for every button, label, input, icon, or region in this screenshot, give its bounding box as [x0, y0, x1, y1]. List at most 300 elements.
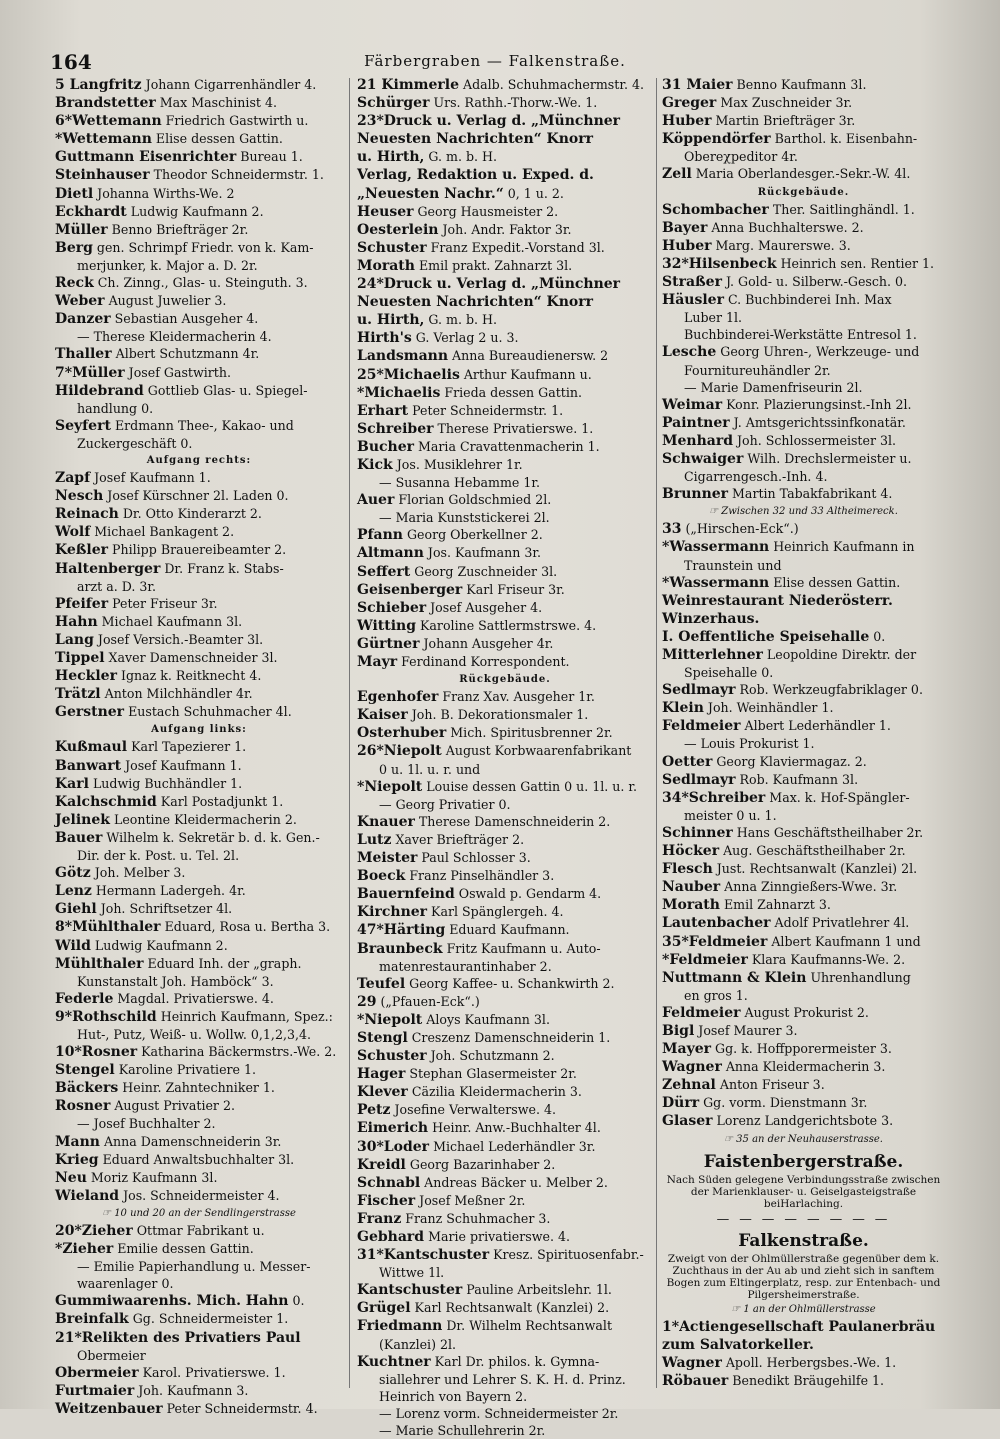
entry-name: 10*Rosner: [55, 1044, 138, 1061]
entry-continuation: [357, 1336, 653, 1353]
entry-name: Häusler: [662, 292, 724, 309]
entry-details: G. m. b. H.: [424, 149, 497, 165]
entry-name: Geisenberger: [357, 581, 463, 598]
directory-entry: [55, 631, 343, 649]
directory-entry: [662, 753, 945, 771]
entry-continuation: [662, 664, 945, 681]
entry-name: u. Hirth,: [357, 149, 425, 166]
entry-details: Jos. Kaufmann 3r.: [423, 545, 542, 561]
entry-name: Seffert: [357, 563, 411, 580]
entry-name: *Wassermann: [662, 574, 770, 591]
entry-name: Egenhofer: [357, 689, 439, 706]
entry-details: Therese Privatierswe. 1.: [433, 420, 594, 436]
entry-name: Grügel: [357, 1300, 411, 1317]
entry-details: Benno Kaufmann 3l.: [732, 77, 867, 92]
entry-name: Hirth's: [357, 330, 412, 347]
entry-details: Pauline Arbeitslehr. 1l.: [462, 1282, 612, 1298]
separator-dashes: — — — — — — — —: [716, 1210, 891, 1226]
entry-name: 1*Actiengesellschaft Paulanerbräu: [662, 1319, 936, 1335]
entry-name: Krieg: [55, 1151, 99, 1168]
entry-details: Ch. Zinng., Glas- u. Steinguth. 3.: [93, 275, 308, 291]
directory-entry: [55, 811, 343, 829]
entry-details: Sebastian Ausgeher 4.: [110, 311, 259, 327]
directory-entry: [55, 310, 343, 328]
directory-entry: [55, 469, 343, 487]
entry-name: Schuster: [357, 239, 427, 256]
directory-entry: [662, 681, 945, 699]
entry-details: Albert Lederhändler 1.: [740, 718, 891, 734]
directory-entry: [55, 1292, 343, 1310]
directory-entry: [357, 239, 653, 257]
directory-entry: [357, 257, 653, 275]
section-subheading: Aufgang links:: [151, 724, 247, 736]
entry-details: Benedikt Bräugehilfe 1.: [728, 1373, 885, 1389]
entry-name: Neu: [55, 1169, 87, 1186]
directory-entry: [55, 185, 343, 203]
directory-entry: [357, 1246, 653, 1264]
directory-entry: [357, 742, 653, 760]
entry-name: Mayr: [357, 654, 398, 670]
entry-details: Karl Dr. philos. k. Gymna-: [430, 1353, 600, 1369]
entry-name: Pfann: [357, 527, 403, 544]
entry-details: Joh. Andr. Faktor 3r.: [438, 221, 572, 237]
entry-details: Obereχpeditor 4r.: [684, 149, 798, 165]
entry-details: Just. Rechtsanwalt (Kanzlei) 2l.: [712, 861, 918, 877]
entry-details: 0.: [869, 628, 886, 644]
entry-name: Bucher: [357, 438, 414, 455]
entry-details: Gg. Schneidermeister 1.: [128, 1311, 289, 1327]
entry-details: Philipp Brauereibeamter 2.: [108, 542, 287, 558]
entry-name: 31*Kantschuster: [357, 1247, 490, 1264]
entry-details: Karol. Privatierswe. 1.: [138, 1364, 286, 1380]
entry-details: Heinrich Kaufmann, Spez.:: [156, 1008, 333, 1024]
entry-details: 0, 1 u. 2.: [503, 185, 564, 201]
entry-details: Karl Spänglergeh. 4.: [427, 904, 564, 920]
entry-name: Wagner: [662, 1355, 722, 1372]
directory-entry: [357, 366, 653, 384]
directory-entry: [55, 955, 343, 973]
directory-entry: [662, 1076, 945, 1094]
entry-details: Creszenz Damenschneiderin 1.: [407, 1029, 611, 1045]
entry-name: Nuttmann & Klein: [662, 969, 807, 986]
directory-entry: [55, 239, 343, 257]
directory-entry: [662, 1336, 945, 1354]
directory-entry: [55, 1240, 343, 1258]
entry-name: Auer: [357, 492, 395, 509]
entry-name: Eimerich: [357, 1120, 429, 1137]
entry-name: 24*Druck u. Verlag d. „Münchner: [357, 276, 621, 293]
entry-details: Wilhelm k. Sekretär b. d. k. Gen.-: [102, 829, 320, 845]
entry-name: Reck: [55, 275, 94, 292]
entry-name: Stengl: [357, 1029, 408, 1046]
entry-name: 34*Schreiber: [662, 789, 766, 806]
entry-details: Peter Friseur 3r.: [108, 595, 218, 611]
entry-details: Franz Schuhmacher 3.: [401, 1210, 551, 1226]
entry-details: Heinrich sen. Rentier 1.: [776, 255, 935, 271]
directory-entry: [662, 699, 945, 717]
entry-details: Karoline Sattlermstrswe. 4.: [416, 617, 597, 633]
entry-name: Röbauer: [662, 1373, 729, 1390]
directory-entry: [55, 487, 343, 505]
entry-details: Marg. Maurerswe. 3.: [711, 237, 851, 253]
directory-entry: [55, 882, 343, 900]
entry-name: Pfeifer: [55, 595, 109, 612]
directory-entry: [55, 1097, 343, 1115]
directory-entry: [662, 842, 945, 860]
entry-details: siallehrer und Lehrer S. K. H. d. Prinz.: [379, 1371, 626, 1387]
directory-entry: [357, 1299, 653, 1317]
entry-name: Kick: [357, 456, 393, 473]
entry-name: Sedlmayr: [662, 682, 736, 699]
entry-details: Anna Kleidermacherin 3.: [721, 1059, 886, 1075]
entry-name: *Michaelis: [357, 384, 441, 401]
street-heading: Faistenbergerstraße.: [703, 1151, 904, 1172]
entry-details: — Susanna Hebamme 1r.: [379, 475, 541, 491]
directory-entry: [357, 1192, 653, 1210]
entry-name: Brandstetter: [55, 95, 156, 112]
directory-entry: [662, 771, 945, 789]
directory-entry: [662, 951, 945, 969]
entry-name: Paintner: [662, 414, 730, 431]
entry-name: Hager: [357, 1066, 406, 1083]
directory-entry: [55, 918, 343, 936]
entry-name: Reinach: [55, 506, 119, 523]
directory-entry: [357, 1353, 653, 1371]
entry-details: Wittwe 1l.: [379, 1265, 445, 1281]
entry-details: Georg Bazarinhaber 2.: [405, 1156, 556, 1172]
directory-entry: [662, 592, 945, 610]
entry-name: Greger: [662, 95, 717, 112]
directory-entry: [55, 166, 343, 184]
entry-name: Huber: [662, 113, 712, 130]
directory-entry: [662, 1318, 945, 1336]
directory-entry: [55, 364, 343, 382]
entry-name: Kantschuster: [357, 1282, 463, 1299]
entry-name: Heckler: [55, 668, 117, 685]
directory-entry: [662, 485, 945, 503]
entry-name: Mann: [55, 1133, 100, 1150]
entry-name: Zapf: [55, 470, 91, 487]
entry-continuation: [55, 1347, 343, 1364]
entry-name: Bäckers: [55, 1080, 119, 1097]
entry-continuation: [55, 1258, 343, 1275]
entry-continuation: [662, 379, 945, 396]
entry-details: Jos. Musiklehrer 1r.: [392, 456, 523, 472]
entry-name: 29: [357, 993, 377, 1010]
entry-name: Höcker: [662, 843, 720, 860]
entry-details: Josef Gastwirth.: [124, 364, 231, 380]
directory-entry: [357, 921, 653, 939]
section-subheading: Rückgebäude.: [459, 674, 551, 686]
entry-details: Emil Zahnarzt 3.: [719, 897, 831, 913]
entry-continuation: [55, 328, 343, 345]
entry-name: Bigl: [662, 1022, 695, 1039]
directory-entry: [357, 831, 653, 849]
entry-details: 0.: [288, 1293, 305, 1309]
entry-details: — Lorenz vorm. Schneidermeister 2r.: [379, 1405, 619, 1421]
entry-details: („Pfauen-Eck“.): [376, 993, 480, 1009]
entry-details: Eduard Anwaltsbuchhalter 3l.: [98, 1151, 295, 1167]
directory-entry: [662, 291, 945, 309]
entry-details: Michael Bankagent 2.: [90, 524, 235, 540]
entry-details: Dr. Wilhelm Rechtsanwalt: [442, 1318, 613, 1334]
page-header: [50, 50, 940, 78]
entry-name: Erhart: [357, 402, 409, 419]
directory-entry: [662, 538, 945, 556]
entry-details: Leopoldine Direktr. der: [762, 647, 917, 662]
entry-name: Zehnal: [662, 1077, 716, 1094]
cross-reference-note: ☞ 1 an der Ohlmüllerstrasse: [731, 1303, 876, 1315]
entry-name: Weber: [55, 293, 105, 310]
directory-entry: [357, 112, 653, 130]
entry-name: Breinfalk: [55, 1311, 129, 1328]
entry-continuation: [357, 761, 653, 778]
entry-details: Hans Geschäftstheilhaber 2r.: [732, 824, 924, 840]
entry-continuation: [662, 148, 945, 165]
entry-name: 7*Müller: [55, 364, 125, 381]
entry-details: Maria Oberlandesger.-Sekr.-W. 4l.: [691, 166, 911, 182]
directory-entry: [662, 1022, 945, 1040]
directory-entry: [55, 793, 343, 811]
entry-details: Dir. der k. Post. u. Tel. 2l.: [77, 848, 240, 864]
entry-details: Elise dessen Gattin.: [151, 131, 283, 147]
directory-entry: [357, 1065, 653, 1083]
directory-entry: [662, 628, 945, 646]
directory-entry: [357, 1281, 653, 1299]
directory-entry: [357, 402, 653, 420]
directory-entry: [55, 1008, 343, 1026]
entry-details: Michael Lederhändler 3r.: [429, 1138, 596, 1154]
entry-details: Speisehalle 0.: [684, 665, 774, 681]
entry-details: Dr. Franz k. Stabs-: [160, 560, 284, 576]
directory-entry: [357, 975, 653, 993]
directory-entry: [357, 1138, 653, 1156]
column-right: [662, 76, 945, 1396]
entry-name: Kaiser: [357, 707, 408, 724]
entry-name: Flesch: [662, 861, 713, 878]
directory-entry: [55, 757, 343, 775]
entry-details: Eduard, Rosa u. Bertha 3.: [160, 919, 331, 935]
entry-name: 32*Hilsenbeck: [662, 255, 777, 272]
directory-entry: [357, 581, 653, 599]
entry-name: *Feldmeier: [662, 951, 748, 968]
entry-name: Kreidl: [357, 1156, 406, 1173]
entry-details: Josef Kaufmann 1.: [90, 470, 211, 486]
entry-details: en gros 1.: [684, 987, 748, 1003]
entry-name: Müller: [55, 221, 108, 238]
entry-name: Lesche: [662, 344, 717, 361]
entry-details: Joh. Schlossermeister 3l.: [733, 432, 897, 448]
entry-details: Friedrich Gastwirth u.: [161, 113, 309, 129]
entry-details: Albert Schutzmann 4r.: [111, 346, 260, 362]
entry-details: Georg Oberkellner 2.: [402, 527, 543, 543]
entry-name: Wagner: [662, 1059, 722, 1076]
directory-entry: [55, 1364, 343, 1382]
entry-details: Anna Buchhalterswe. 2.: [707, 219, 864, 235]
directory-entry: [662, 860, 945, 878]
entry-details: Cigarrengesch.-Inh. 4.: [684, 469, 828, 485]
entry-details: Apoll. Herbergsbes.-We. 1.: [721, 1355, 897, 1371]
entry-details: Albert Kaufmann 1 und: [767, 933, 921, 949]
entry-details: Zuckergeschäft 0.: [77, 435, 193, 451]
entry-name: Sedlmayr: [662, 771, 736, 788]
directory-entry: [55, 203, 343, 221]
directory-entry: [357, 203, 653, 221]
entry-name: Schnabl: [357, 1174, 421, 1191]
directory-entry: [357, 813, 653, 831]
directory-entry: [662, 76, 945, 94]
entry-details: Karl Friseur 3r.: [462, 581, 565, 597]
section-subheading: Rückgebäude.: [757, 186, 850, 198]
entry-details: Eustach Schuhmacher 4l.: [124, 704, 292, 720]
entry-details: Max. k. Hof-Spängler-: [765, 789, 910, 805]
entry-details: Anton Friseur 3.: [715, 1077, 825, 1093]
entry-name: Trätzl: [55, 686, 101, 703]
entry-name: Altmann: [357, 545, 424, 562]
entry-name: Winzerhaus.: [662, 610, 760, 627]
entry-continuation: [357, 509, 653, 526]
directory-entry: [357, 185, 653, 203]
directory-entry: [662, 717, 945, 735]
entry-name: Weimar: [662, 396, 723, 413]
entry-name: Huber: [662, 237, 712, 254]
entry-details: Oswald p. Gendarm 4.: [454, 886, 602, 902]
entry-name: Eckhardt: [55, 203, 127, 220]
directory-entry: [55, 76, 343, 94]
entry-name: 21*Relikten des Privatiers Paul: [55, 1329, 301, 1346]
entry-details: — Georg Privatier 0.: [379, 796, 511, 812]
entry-name: zum Salvatorkeller.: [662, 1337, 814, 1354]
entry-name: 33: [662, 521, 682, 538]
entry-name: Oetter: [662, 753, 713, 770]
entry-details: handlung 0.: [77, 400, 154, 416]
entry-name: Giehl: [55, 901, 97, 918]
directory-entry: [55, 649, 343, 667]
entry-name: Landsmann: [357, 348, 449, 365]
entry-details: Michael Kaufmann 3l.: [97, 613, 243, 629]
entry-name: Götz: [55, 865, 91, 882]
entry-details: Heinrich von Bayern 2.: [379, 1388, 528, 1404]
entry-details: Rob. Kaufmann 3l.: [735, 771, 859, 787]
directory-entry: [357, 347, 653, 365]
entry-continuation: [662, 557, 945, 574]
entry-name: 35*Feldmeier: [662, 933, 768, 950]
entry-details: Karl Rechtsanwalt (Kanzlei) 2.: [410, 1300, 610, 1316]
entry-details: Elise dessen Gattin.: [769, 574, 901, 590]
entry-details: Gg. vorm. Dienstmann 3r.: [699, 1095, 868, 1111]
directory-entry: [662, 1354, 945, 1372]
directory-entry: [357, 1101, 653, 1119]
entry-name: I. Oeffentliche Speisehalle: [662, 628, 870, 645]
entry-details: Paul Schlosser 3.: [417, 850, 531, 866]
entry-name: Federle: [55, 990, 114, 1007]
directory-entry: [55, 738, 343, 756]
entry-name: Klein: [662, 700, 704, 717]
directory-entry: [662, 219, 945, 237]
entry-details: Magdal. Privatierswe. 4.: [113, 990, 274, 1006]
entry-details: Rob. Werkzeugfabriklager 0.: [735, 682, 923, 698]
entry-name: 21 Kimmerle: [357, 77, 459, 93]
entry-details: Ludwig Kaufmann 2.: [126, 203, 264, 219]
directory-entry: [357, 849, 653, 867]
street-description: Zweigt von der Ohlmüllerstraße gegenüber dem k. Zuchthaus in der Au ab und zieht sich in sanftem Bogen zum Eltingerplatz, resp. zur Entenbach- und Pilgersheimerstraße.: [666, 1252, 941, 1301]
entry-details: Andreas Bäcker u. Melber 2.: [420, 1174, 608, 1190]
entry-details: Lorenz Landgerichtsbote 3.: [712, 1113, 894, 1129]
entry-details: Stephan Glasermeister 2r.: [405, 1066, 577, 1082]
entry-name: *Zieher: [55, 1241, 114, 1258]
entry-details: Franz Pinselhändler 3.: [405, 868, 555, 884]
entry-details: Johanna Wirths-We. 2: [93, 185, 235, 201]
directory-entry: [357, 1228, 653, 1246]
entry-name: Schreiber: [357, 420, 434, 437]
directory-entry: [357, 1174, 653, 1192]
directory-entry: [357, 940, 653, 958]
entry-details: Josef Meßner 2r.: [415, 1192, 526, 1208]
entry-details: Emilie dessen Gattin.: [113, 1241, 254, 1257]
section-subheading: Aufgang rechts:: [146, 454, 252, 466]
entry-name: Banwart: [55, 757, 122, 774]
directory-entry: [662, 1112, 945, 1130]
directory-entry: [357, 544, 653, 562]
entry-details: Arthur Kaufmann u.: [459, 366, 592, 382]
entry-name: Klever: [357, 1084, 408, 1101]
entry-continuation: [55, 400, 343, 417]
entry-name: Danzer: [55, 311, 111, 328]
entry-details: Konr. Plazierungsinst.-Inh 2l.: [722, 396, 912, 412]
entry-details: Barthol. k. Eisenbahn-: [770, 131, 918, 147]
directory-entry: [357, 311, 653, 329]
entry-details: Joh. B. Dekorationsmaler 1.: [407, 707, 589, 723]
entry-name: Braunbeck: [357, 940, 443, 957]
directory-entry: [55, 148, 343, 166]
entry-details: Florian Goldschmied 2l.: [394, 492, 552, 508]
entry-name: Hildebrand: [55, 382, 144, 399]
entry-details: J. Amtsgerichtssinfkonatär.: [729, 414, 906, 430]
entry-details: Ferdinand Korrespondent.: [397, 654, 570, 669]
entry-details: Xaver Damenschneider 3l.: [104, 650, 278, 665]
directory-entry: [662, 130, 945, 148]
entry-name: Lutz: [357, 831, 392, 848]
entry-name: Hahn: [55, 613, 98, 630]
entry-details: Katharina Bäckermstrs.-We. 2.: [137, 1044, 337, 1060]
directory-entry: [357, 1011, 653, 1029]
entry-continuation: [357, 1422, 653, 1439]
entry-details: Urs. Rathh.-Thorw.-We. 1.: [429, 95, 598, 111]
entry-continuation: [357, 1388, 653, 1405]
entry-details: Bureau 1.: [236, 149, 303, 165]
entry-name: Keßler: [55, 542, 109, 559]
directory-entry: [662, 878, 945, 896]
directory-entry: [357, 76, 653, 94]
entry-details: — Josef Buchhalter 2.: [77, 1116, 216, 1132]
entry-details: Gottlieb Glas- u. Spiegel-: [143, 382, 308, 398]
entry-details: Gg. k. Hoffpporermeister 3.: [711, 1041, 892, 1057]
entry-details: Adalb. Schuhmachermstr. 4.: [458, 77, 644, 92]
entry-name: 25*Michaelis: [357, 366, 460, 383]
entry-name: Karl: [55, 775, 89, 792]
directory-entry: [662, 1004, 945, 1022]
directory-entry: [55, 560, 343, 578]
directory-entry: [55, 523, 343, 541]
directory-entry: [55, 541, 343, 559]
entry-details: Josef Versich.-Beamter 3l.: [93, 631, 264, 647]
directory-entry: [662, 450, 945, 468]
entry-details: Kunstanstalt Joh. Hamböck“ 3.: [77, 973, 274, 989]
entry-details: Theodor Schneidermstr. 1.: [149, 167, 324, 183]
entry-name: 9*Rothschild: [55, 1008, 157, 1025]
entry-details: Ottmar Fabrikant u.: [132, 1223, 265, 1238]
directory-entry: [357, 993, 653, 1011]
